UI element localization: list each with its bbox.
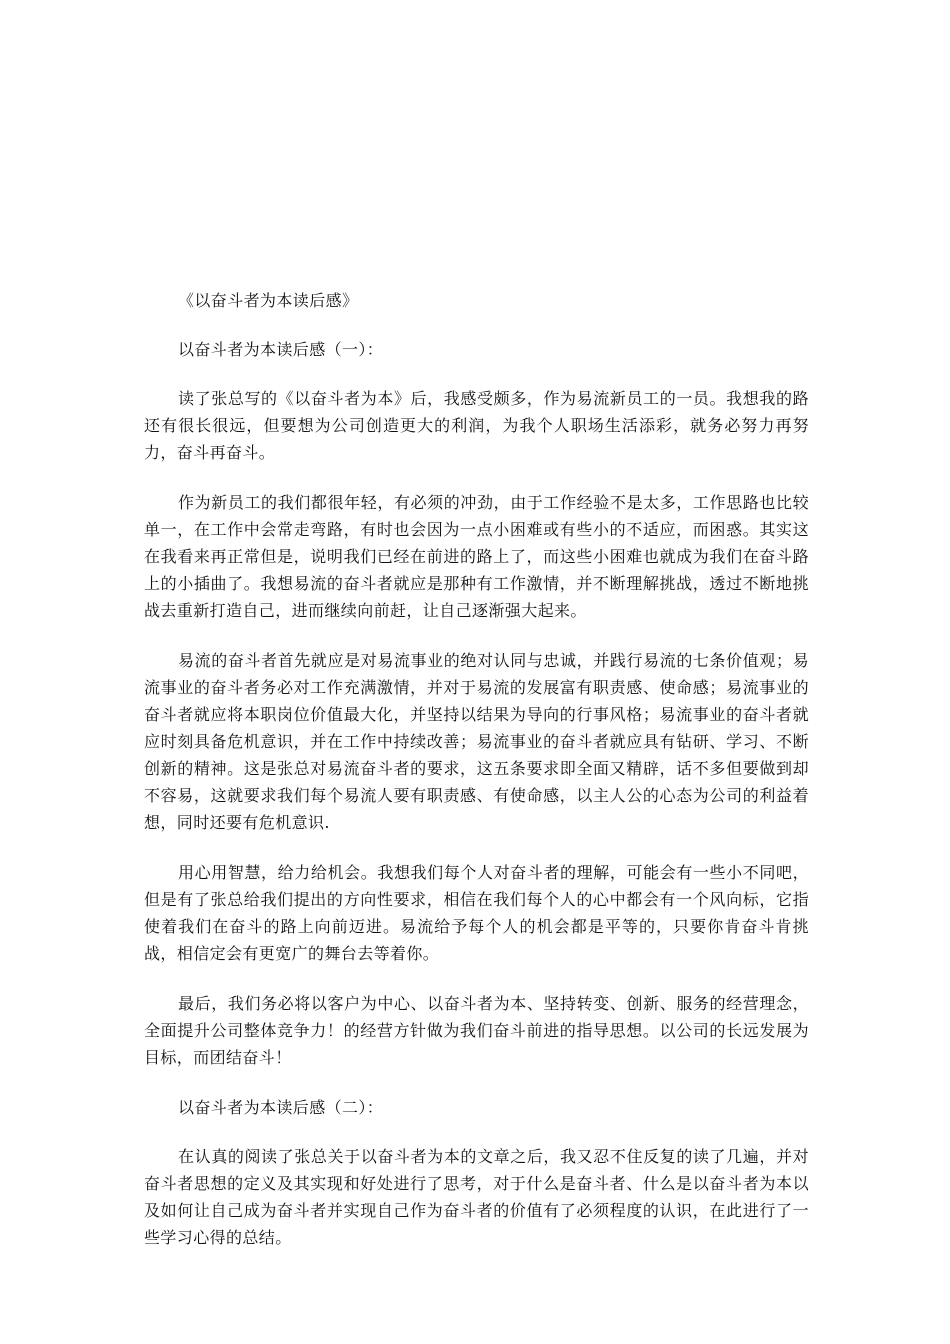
paragraph-two-1: 在认真的阅读了张总关于以奋斗者为本的文章之后，我又忍不住反复的读了几遍，并对奋斗者思想的定义及其实现和好处进行了思考，对于什么是奋斗者、什么是以奋斗者为本以及如何让自己成为奋斗者并实现自己作为奋斗者的价值有了必须程度的认识，在此进行了一些学习心得的总结。 (144, 1147, 809, 1247)
document-page (144, 287, 809, 1274)
section-heading-one: 以奋斗者为本读后感（一）： (178, 340, 384, 359)
paragraph-one-5: 最后，我们务必将以客户为中心、以奋斗者为本、坚持转变、创新、服务的经营理念，全面提升公司整体竞争力！的经营方针做为我们奋斗前进的指导思想。以公司的长远发展为目标，而团结奋斗！ (144, 994, 809, 1067)
paragraph-one-4: 用心用智慧，给力给机会。我想我们每个人对奋斗者的理解，可能会有一些小不同吧，但是有了张总给我们提出的方向性要求，相信在我们每个人的心中都会有一个风向标，它指使着我们在奋斗的路上向前迈进。易流给予每个人的机会都是平等的，只要你肯奋斗肯挑战，相信定会有更宽广的舞台去等着你。 (144, 863, 809, 963)
paragraph-one-3: 易流的奋斗者首先就应是对易流事业的绝对认同与忠诚，并践行易流的七条价值观；易流事业的奋斗者务必对工作充满激情，并对于易流的发展富有职责感、使命感；易流事业的奋斗者就应将本职岗位价值最大化，并坚持以结果为导向的行事风格；易流事业的奋斗者就应时刻具备危机意识，并在工作中持续改善；易流事业的奋斗者就应具有钻研、学习、不断创新的精神。这是张总对易流奋斗者的要求，这五条要求即全面又精辟，话不多但要做到却不容易，这就要求我们每个易流人要有职责感、有使命感，以主人公的心态为公司的利益着想，同时还要有危机意识. (144, 651, 809, 832)
paragraph-one-1: 读了张总写的《以奋斗者为本》后，我感受颇多，作为易流新员工的一员。我想我的路还有很长很远，但要想为公司创造更大的利润，为我个人职场生活添彩，就务必努力再努力，奋斗再奋斗。 (144, 389, 809, 462)
paragraph-one-2: 作为新员工的我们都很年轻，有必须的冲劲，由于工作经验不是太多，工作思路也比较单一，在工作中会常走弯路，有时也会因为一点小困难或有些小的不适应，而困惑。其实这在我看来再正常但是，说明我们已经在前进的路上了，而这些小困难也就成为我们在奋斗路上的小插曲了。我想易流的奋斗者就应是那种有工作激情，并不断理解挑战，透过不断地挑战去重新打造自己，进而继续向前赶，让自己逐渐强大起来。 (144, 493, 809, 620)
document-title: 《以奋斗者为本读后感》 (178, 291, 359, 310)
section-heading-two: 以奋斗者为本读后感（二）： (178, 1098, 384, 1117)
